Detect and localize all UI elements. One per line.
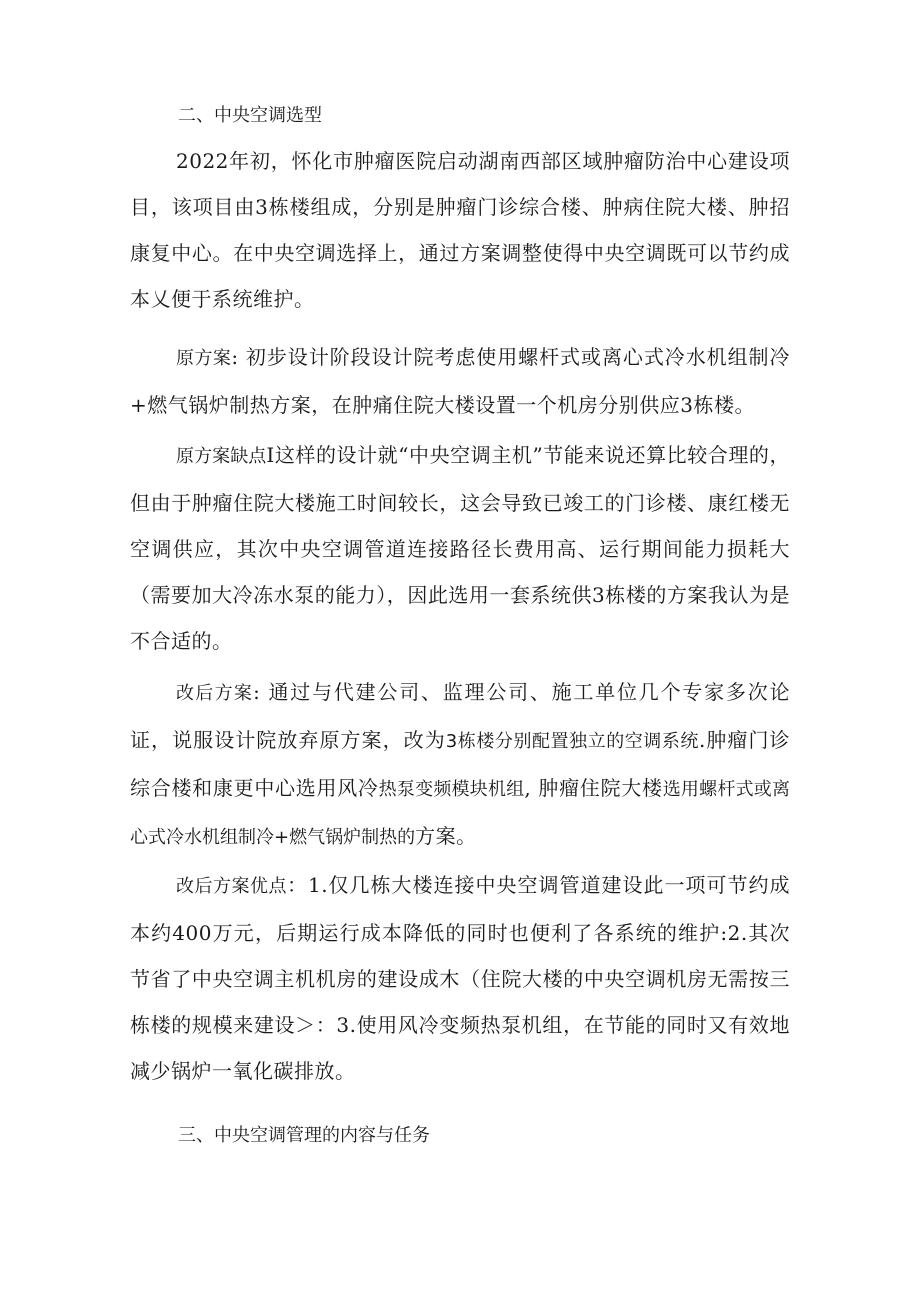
intro-text: 2022年初，怀化市肿瘤医院启动湖南西部区域肿瘤防治中心建设项目，该项目由3栋楼组成，分别是肿瘤门诊综合楼、肿病住院大楼、肿招康复中心。在中央空调选择上，通过方案调整使得中央空调既可以节约成本乂便于系统维护。 — [130, 149, 790, 311]
original-drawback-paragraph — [130, 432, 790, 664]
original-drawback-text: I这样的设计就“中央空调主机”节能来说还算比较合理的，但由于肿瘤住院大楼施工时间较长，这会导致已竣工的门诊楼、康红楼无空调供应，其次中央空调管道连接路径长费用高、运行期间能力损耗大（需要加大冷冻水泵的能力），因此选用一套系统供3栋楼的方案我认为是不合适的。 — [130, 443, 791, 653]
original-drawback-label: 原方案缺点 — [176, 446, 267, 467]
revised-plan-label: 改后方案 — [176, 683, 254, 704]
revised-plan-text-d: 热泵变频模块机组 — [378, 779, 525, 800]
original-plan-label: 原方案 — [176, 348, 232, 369]
revised-advantage-label: 改后方案优点 — [176, 876, 287, 897]
original-plan-paragraph — [130, 334, 790, 428]
revised-plan-text-a: : 通过与代建公司、监理公司、施工单位几个专家多次论证，说服设计院放弃原方案，改为 — [130, 680, 790, 752]
revised-plan-text-e: , 肿瘤住院大楼 — [524, 776, 663, 800]
revised-advantage-text: ：1.仅几栋大楼连接中央空调管道建设此一项可节约成本约400万元，后期运行成本降低的同时也便利了各系统的维护:2.其次节省了中央空调主机机房的建设成木（住院大楼的中央空调机房无需按三栋楼的规模来建设＞：3.使用风冷变频热泵机组，在节能的同时又有效地减少锅炉一氧化碳排放。 — [130, 873, 790, 1083]
section-heading-management-content: 三、中央空调管理的内容与任务 — [178, 1125, 430, 1146]
intro-paragraph — [130, 138, 790, 322]
revised-advantage-paragraph — [130, 862, 790, 1094]
revised-plan-text-c: .肿瘤门诊综合楼和康更中心选用风冷 — [130, 728, 791, 800]
revised-plan-text-g: 方案。 — [415, 824, 477, 848]
revised-plan-text-b: 3栋楼分别配置独立的空调系统 — [445, 731, 699, 752]
revised-plan-text-f: 选用螺杆式或离心式冷水机组制冷+燃气锅炉制热的 — [130, 779, 791, 848]
section-heading-air-conditioning-selection: 二、中央空调选型 — [178, 105, 322, 126]
revised-plan-paragraph — [130, 669, 790, 861]
original-plan-text: : 初步设计阶段设计院考虑使用螺杆式或离心式冷水机组制冷+燃气锅炉制热方案，在肿痛住院大楼设置一个机房分别供应3栋楼。 — [130, 345, 790, 417]
